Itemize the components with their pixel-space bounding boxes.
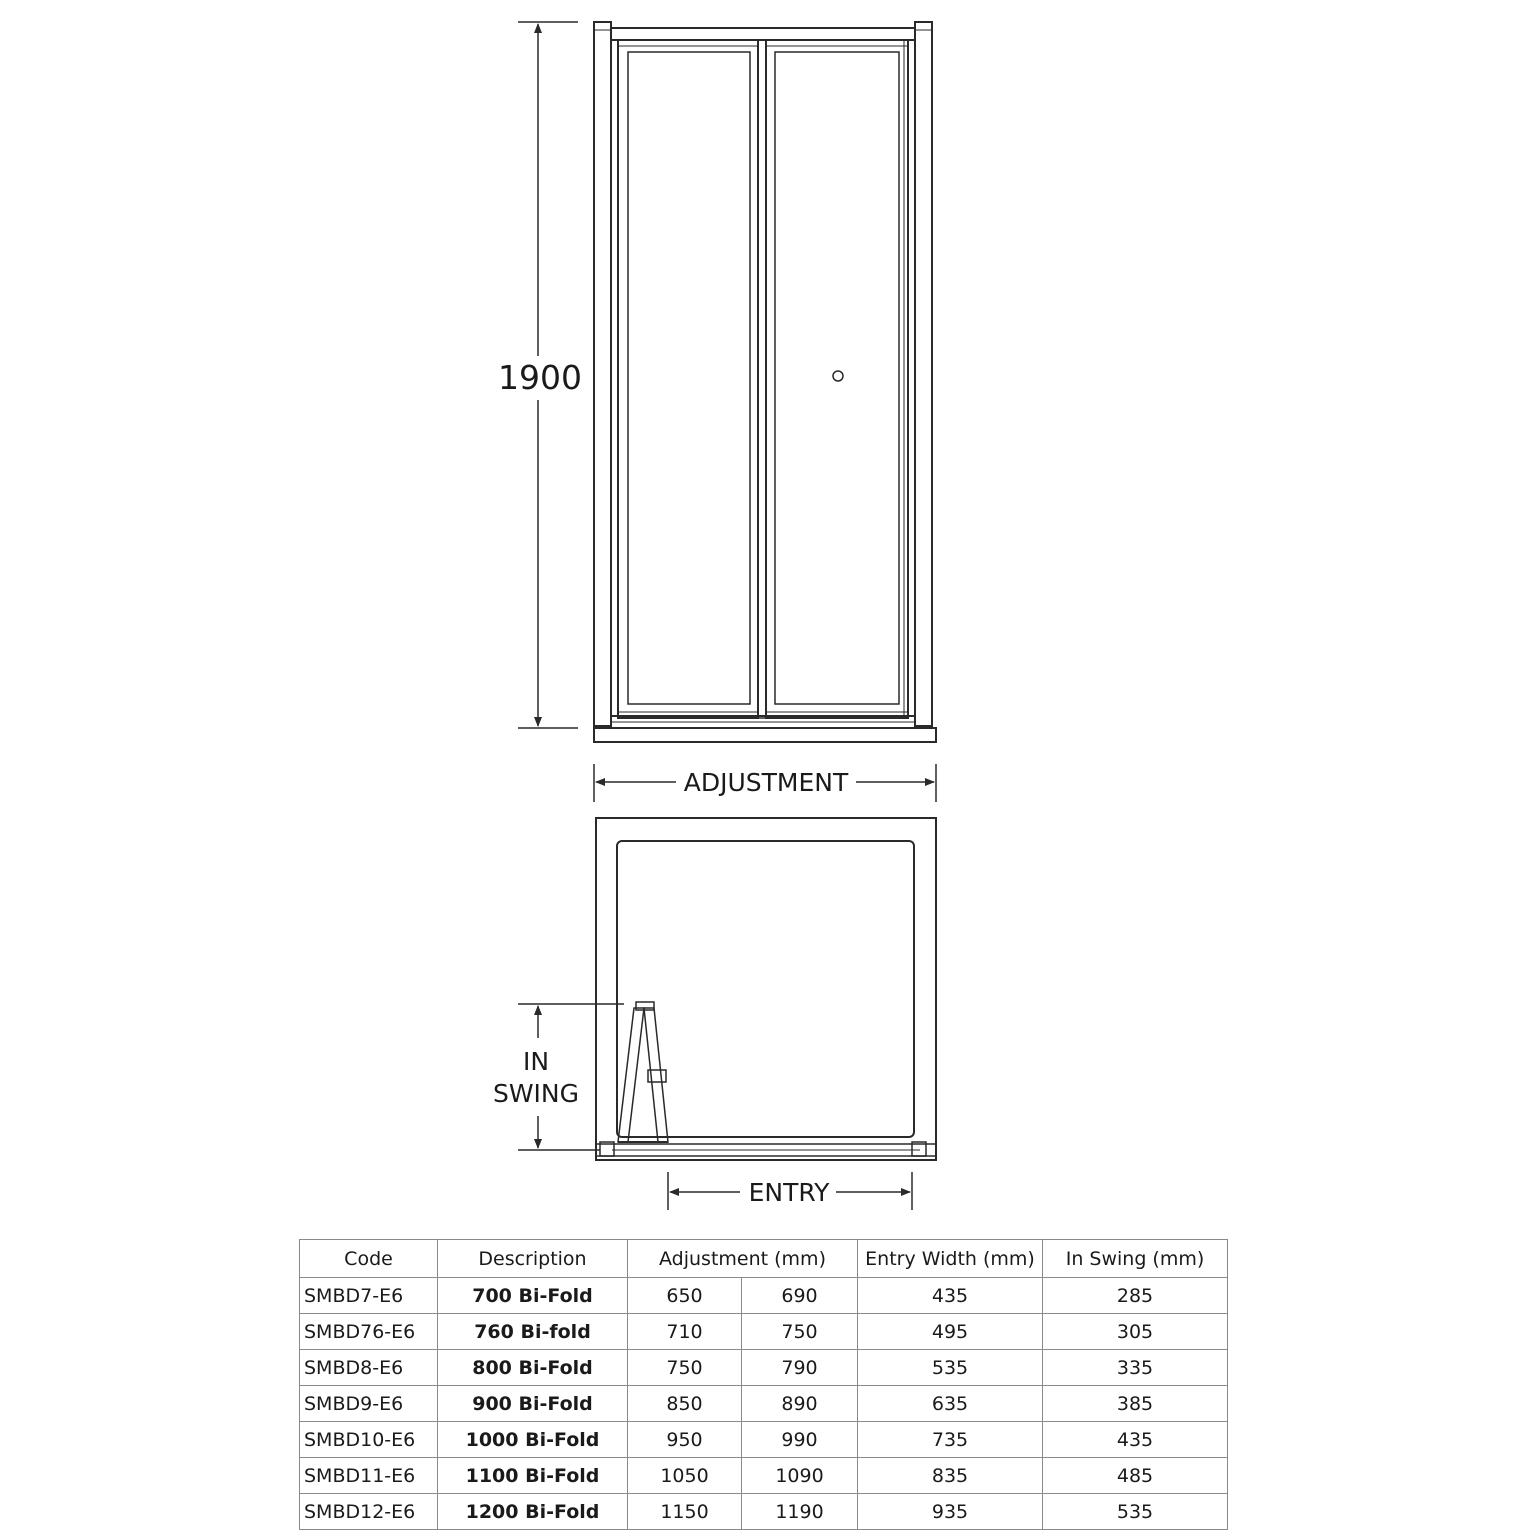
table-row bbox=[300, 1458, 1228, 1494]
row-adjustment-min-cell: 1150 bbox=[628, 1494, 742, 1530]
row-adjustment-max-cell: 1190 bbox=[742, 1494, 858, 1530]
center-hinge bbox=[758, 40, 766, 718]
in-swing-label-line1: IN bbox=[522, 1047, 550, 1076]
adjustment-label: ADJUSTMENT bbox=[683, 768, 849, 797]
row-adjustment-max-cell: 750 bbox=[742, 1314, 858, 1350]
entry-label: ENTRY bbox=[748, 1178, 830, 1207]
row-adjustment-min-cell: 850 bbox=[628, 1386, 742, 1422]
right-panel-glass bbox=[775, 52, 899, 704]
height-label: 1900 bbox=[498, 358, 582, 397]
in-swing-label-line2: SWING bbox=[492, 1079, 580, 1108]
top-rail bbox=[611, 28, 915, 40]
left-wall-profile bbox=[594, 22, 611, 726]
row-adjustment-max-cell: 890 bbox=[742, 1386, 858, 1422]
row-entry-width-cell: 495 bbox=[858, 1314, 1043, 1350]
row-in-swing-cell: 285 bbox=[1043, 1278, 1228, 1314]
row-description-cell: 760 Bi-fold bbox=[438, 1314, 628, 1350]
row-entry-width-cell: 835 bbox=[858, 1458, 1043, 1494]
right-wall-profile bbox=[915, 22, 932, 726]
table-body bbox=[300, 1278, 1228, 1530]
enclosure-outline bbox=[596, 818, 936, 1160]
row-description-cell: 800 Bi-Fold bbox=[438, 1350, 628, 1386]
specification-table bbox=[299, 1239, 1228, 1530]
row-in-swing-cell: 335 bbox=[1043, 1350, 1228, 1386]
table-row bbox=[300, 1314, 1228, 1350]
row-entry-width-cell: 535 bbox=[858, 1350, 1043, 1386]
row-adjustment-min-cell: 1050 bbox=[628, 1458, 742, 1494]
row-in-swing-cell: 385 bbox=[1043, 1386, 1228, 1422]
row-adjustment-max-cell: 790 bbox=[742, 1350, 858, 1386]
in-swing-dimension bbox=[518, 1004, 624, 1150]
row-code-cell: SMBD8-E6 bbox=[300, 1350, 438, 1386]
row-adjustment-min-cell: 750 bbox=[628, 1350, 742, 1386]
row-in-swing-cell: 435 bbox=[1043, 1422, 1228, 1458]
row-in-swing-cell: 305 bbox=[1043, 1314, 1228, 1350]
table-row bbox=[300, 1278, 1228, 1314]
row-adjustment-min-cell: 710 bbox=[628, 1314, 742, 1350]
row-code-cell: SMBD12-E6 bbox=[300, 1494, 438, 1530]
row-entry-width-cell: 935 bbox=[858, 1494, 1043, 1530]
right-door-panel bbox=[766, 40, 908, 718]
table-row bbox=[300, 1350, 1228, 1386]
left-panel-glass bbox=[628, 52, 750, 704]
row-adjustment-max-cell: 690 bbox=[742, 1278, 858, 1314]
row-in-swing-cell: 485 bbox=[1043, 1458, 1228, 1494]
row-entry-width-cell: 435 bbox=[858, 1278, 1043, 1314]
row-adjustment-min-cell: 950 bbox=[628, 1422, 742, 1458]
front-elevation bbox=[594, 22, 936, 742]
header-adjustment: Adjustment (mm) bbox=[628, 1240, 858, 1278]
header-code: Code bbox=[300, 1240, 438, 1278]
row-adjustment-min-cell: 650 bbox=[628, 1278, 742, 1314]
row-code-cell: SMBD9-E6 bbox=[300, 1386, 438, 1422]
row-description-cell: 1200 Bi-Fold bbox=[438, 1494, 628, 1530]
folded-door-symbol bbox=[618, 1002, 668, 1142]
row-adjustment-max-cell: 990 bbox=[742, 1422, 858, 1458]
header-description: Description bbox=[438, 1240, 628, 1278]
row-description-cell: 1000 Bi-Fold bbox=[438, 1422, 628, 1458]
table-row bbox=[300, 1386, 1228, 1422]
table-row bbox=[300, 1494, 1228, 1530]
row-description-cell: 900 Bi-Fold bbox=[438, 1386, 628, 1422]
row-code-cell: SMBD7-E6 bbox=[300, 1278, 438, 1314]
table-header-row bbox=[300, 1240, 1228, 1278]
bottom-tray bbox=[594, 728, 936, 742]
row-entry-width-cell: 635 bbox=[858, 1386, 1043, 1422]
row-entry-width-cell: 735 bbox=[858, 1422, 1043, 1458]
row-description-cell: 1100 Bi-Fold bbox=[438, 1458, 628, 1494]
row-in-swing-cell: 535 bbox=[1043, 1494, 1228, 1530]
header-in-swing: In Swing (mm) bbox=[1043, 1240, 1228, 1278]
row-code-cell: SMBD10-E6 bbox=[300, 1422, 438, 1458]
row-code-cell: SMBD76-E6 bbox=[300, 1314, 438, 1350]
header-entry-width: Entry Width (mm) bbox=[858, 1240, 1043, 1278]
row-description-cell: 700 Bi-Fold bbox=[438, 1278, 628, 1314]
table-row bbox=[300, 1422, 1228, 1458]
left-door-panel bbox=[618, 40, 758, 718]
shower-tray-outline bbox=[617, 841, 914, 1137]
row-code-cell: SMBD11-E6 bbox=[300, 1458, 438, 1494]
plan-view bbox=[596, 818, 936, 1160]
door-handle-knob bbox=[833, 371, 843, 381]
row-adjustment-max-cell: 1090 bbox=[742, 1458, 858, 1494]
